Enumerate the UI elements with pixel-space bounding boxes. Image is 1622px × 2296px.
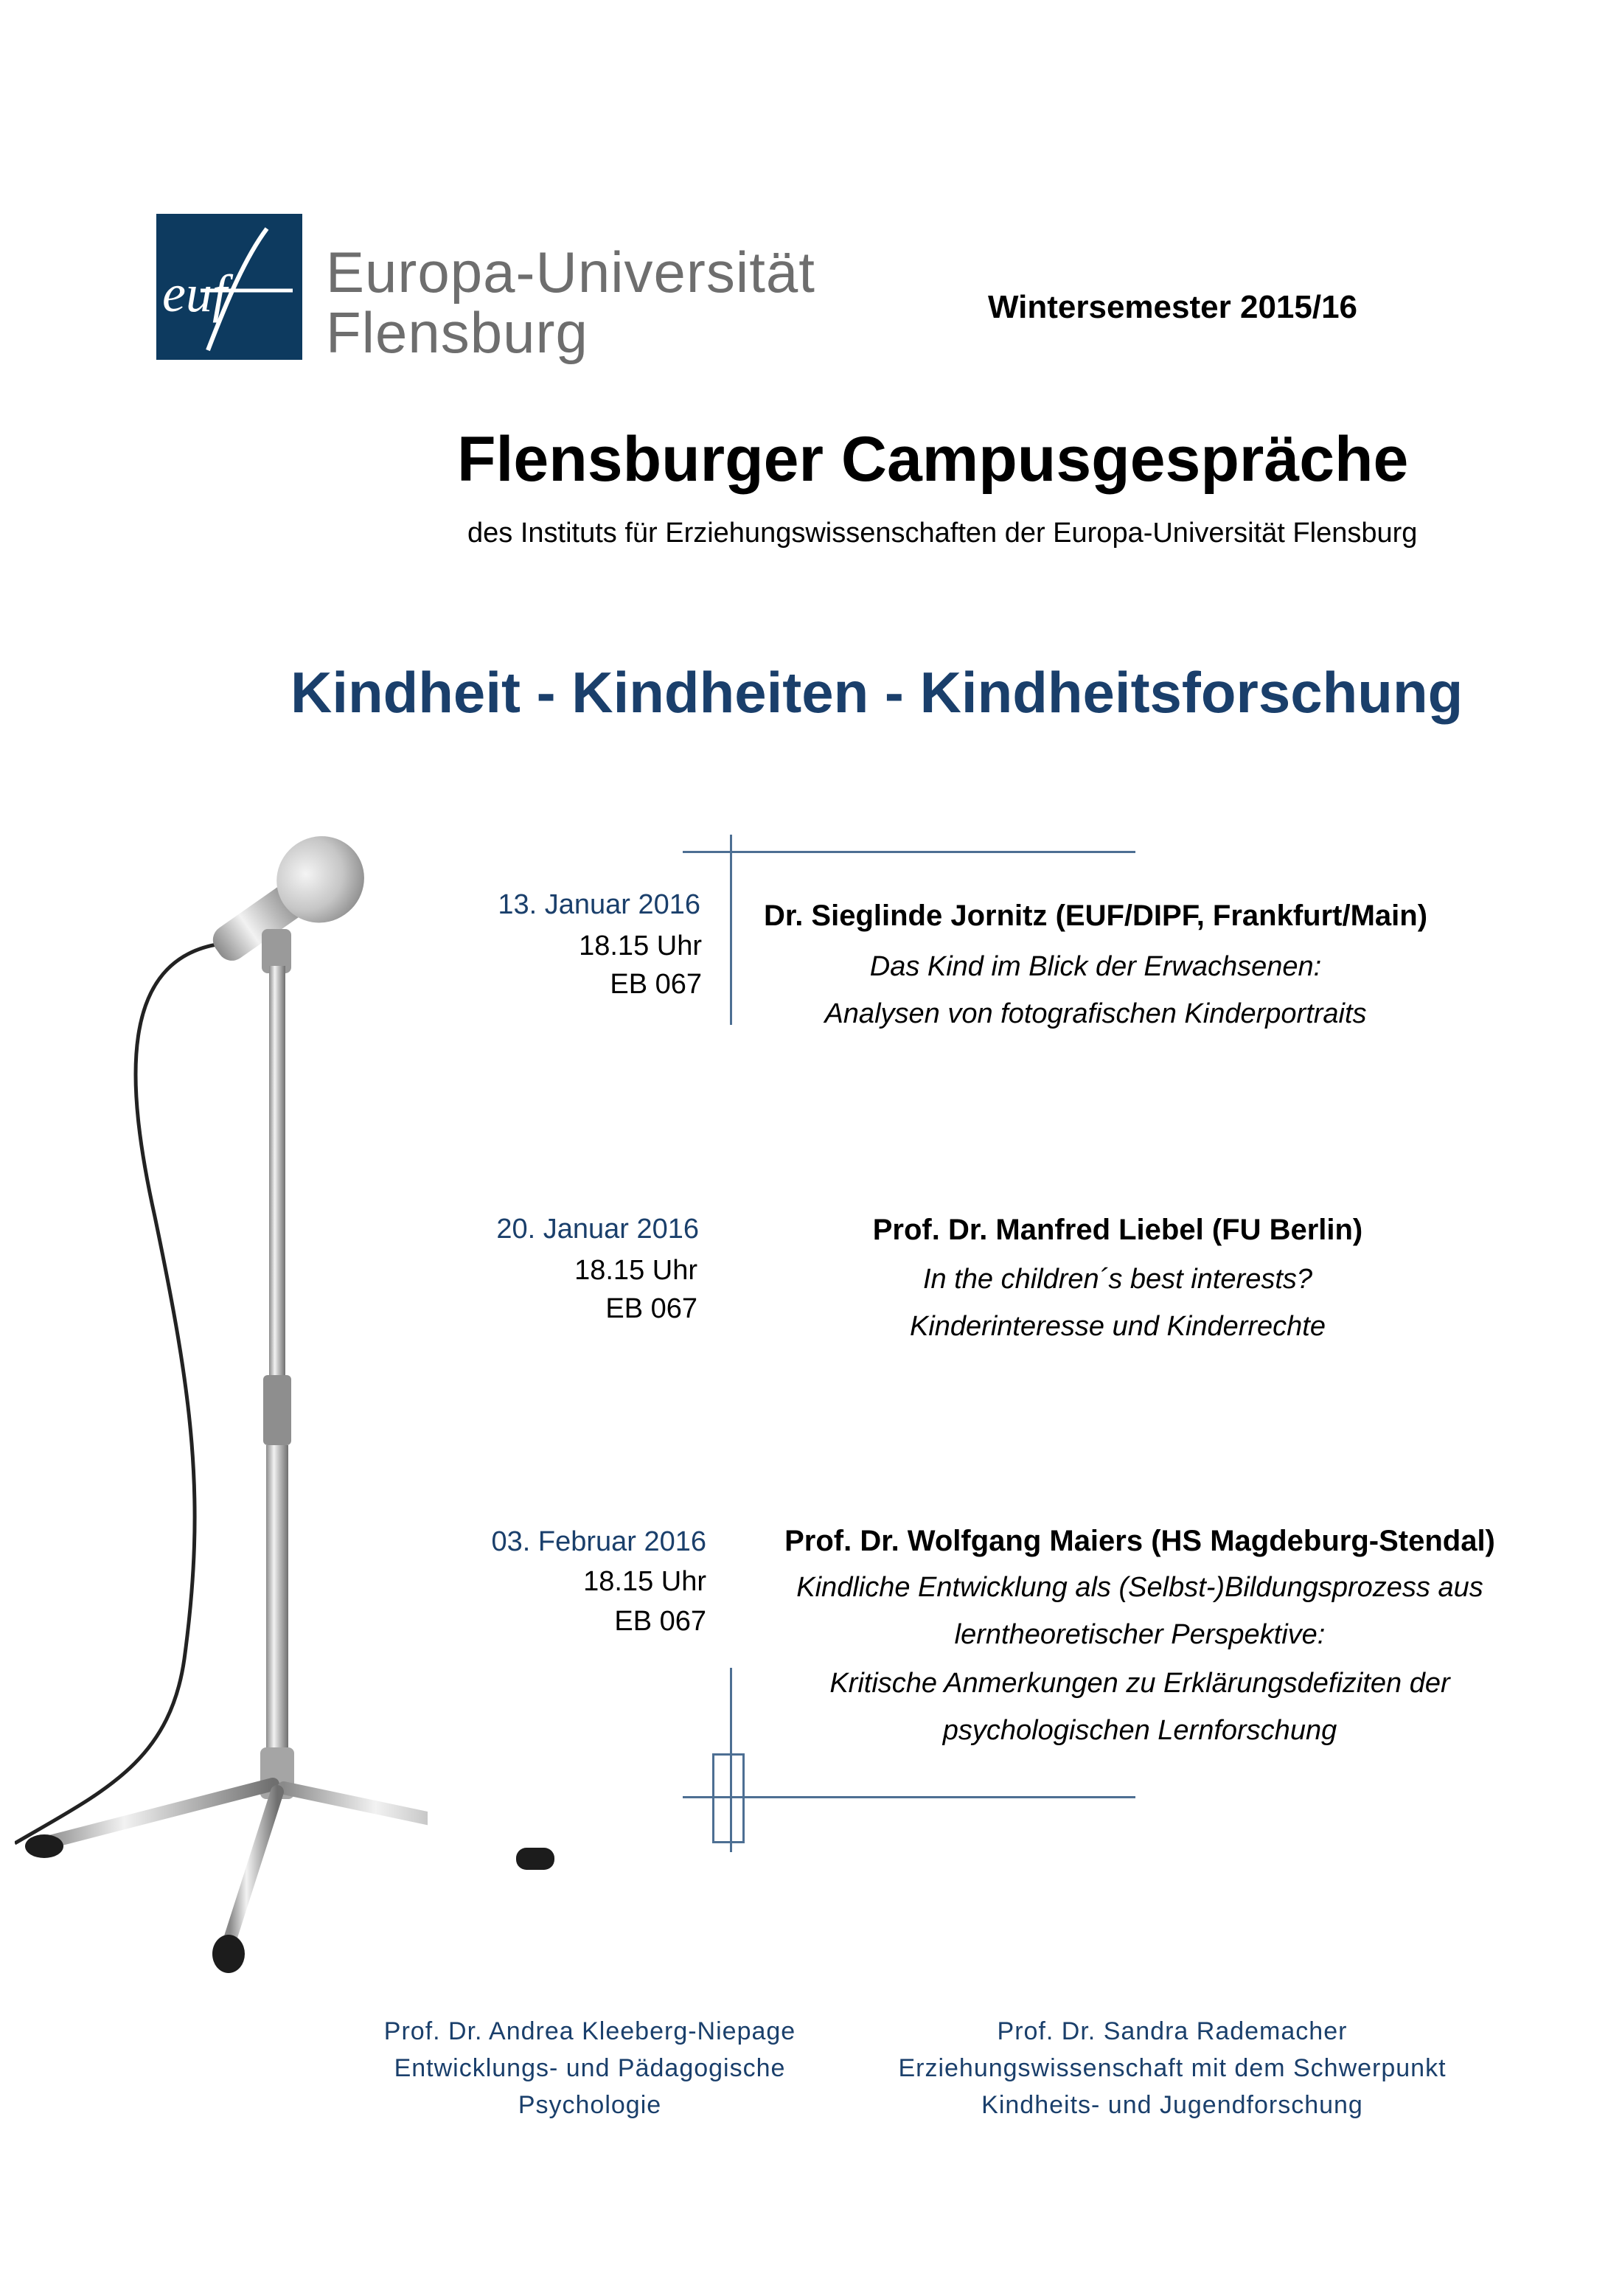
talk-date: 20. Januar 2016 bbox=[496, 1214, 699, 1245]
talk-speaker: Prof. Dr. Wolfgang Maiers (HS Magdeburg-Stendal) bbox=[784, 1525, 1495, 1557]
talk-date: 03. Februar 2016 bbox=[491, 1526, 706, 1557]
bottom-rule bbox=[683, 1796, 1135, 1798]
series-subtitle: des Instituts für Erziehungswissenschaften der Europa-Universität Flensburg bbox=[467, 518, 1418, 549]
university-logo-mark bbox=[156, 214, 302, 360]
talk-title-line: Analysen von fotografischen Kinderportraits bbox=[824, 998, 1367, 1029]
talk-time: 18.15 Uhr bbox=[574, 1255, 697, 1286]
talk-room: EB 067 bbox=[614, 1606, 706, 1637]
top-rule bbox=[683, 851, 1135, 853]
talk-speaker: Prof. Dr. Manfred Liebel (FU Berlin) bbox=[872, 1214, 1363, 1246]
organizer-block bbox=[339, 2013, 840, 2123]
talk-time: 18.15 Uhr bbox=[579, 930, 702, 961]
talk-room: EB 067 bbox=[610, 969, 702, 1000]
theme-title: Kindheit - Kindheiten - Kindheitsforschung bbox=[290, 660, 1463, 725]
university-name-line1: Europa-Universität bbox=[326, 240, 815, 305]
organizer-field: Psychologie bbox=[518, 2091, 662, 2119]
talk-title-line: Kindliche Entwicklung als (Selbst-)Bildungsprozess aus bbox=[796, 1572, 1483, 1603]
stand-foot bbox=[516, 1848, 554, 1870]
organizer-field: Kindheits- und Jugendforschung bbox=[981, 2091, 1363, 2119]
talk-time: 18.15 Uhr bbox=[583, 1566, 706, 1597]
talk-title-line: Kinderinteresse und Kinderrechte bbox=[909, 1311, 1326, 1342]
talk-room: EB 067 bbox=[605, 1293, 697, 1324]
talk-speaker: Dr. Sieglinde Jornitz (EUF/DIPF, Frankfurt/Main) bbox=[763, 900, 1428, 932]
talk-title-line: Kritische Anmerkungen zu Erklärungsdefiziten der bbox=[829, 1668, 1450, 1699]
microphone-stand-illustration bbox=[15, 833, 428, 1998]
series-title: Flensburger Campusgespräche bbox=[457, 424, 1409, 495]
talk-title-line: psychologischen Lernforschung bbox=[942, 1715, 1337, 1746]
organizer-name: Prof. Dr. Andrea Kleeberg-Niepage bbox=[383, 2017, 796, 2045]
semester-label: Wintersemester 2015/16 bbox=[988, 289, 1358, 325]
organizer-field: Entwicklungs- und Pädagogische bbox=[394, 2054, 786, 2082]
svg-text:euf: euf bbox=[162, 264, 227, 323]
organizer-field: Erziehungswissenschaft mit dem Schwerpunkt bbox=[898, 2054, 1447, 2082]
euf-logo-icon bbox=[156, 214, 302, 360]
talk-title-line: lerntheoretischer Perspektive: bbox=[954, 1619, 1326, 1650]
talk-title-line: Das Kind im Blick der Erwachsenen: bbox=[869, 951, 1322, 982]
organizer-name: Prof. Dr. Sandra Rademacher bbox=[997, 2017, 1348, 2045]
organizer-block bbox=[870, 2013, 1475, 2123]
university-name-line2: Flensburg bbox=[326, 300, 588, 365]
bottom-frame-box bbox=[712, 1753, 745, 1843]
talk-date: 13. Januar 2016 bbox=[498, 889, 700, 920]
talk-title-line: In the children´s best interests? bbox=[922, 1264, 1313, 1295]
